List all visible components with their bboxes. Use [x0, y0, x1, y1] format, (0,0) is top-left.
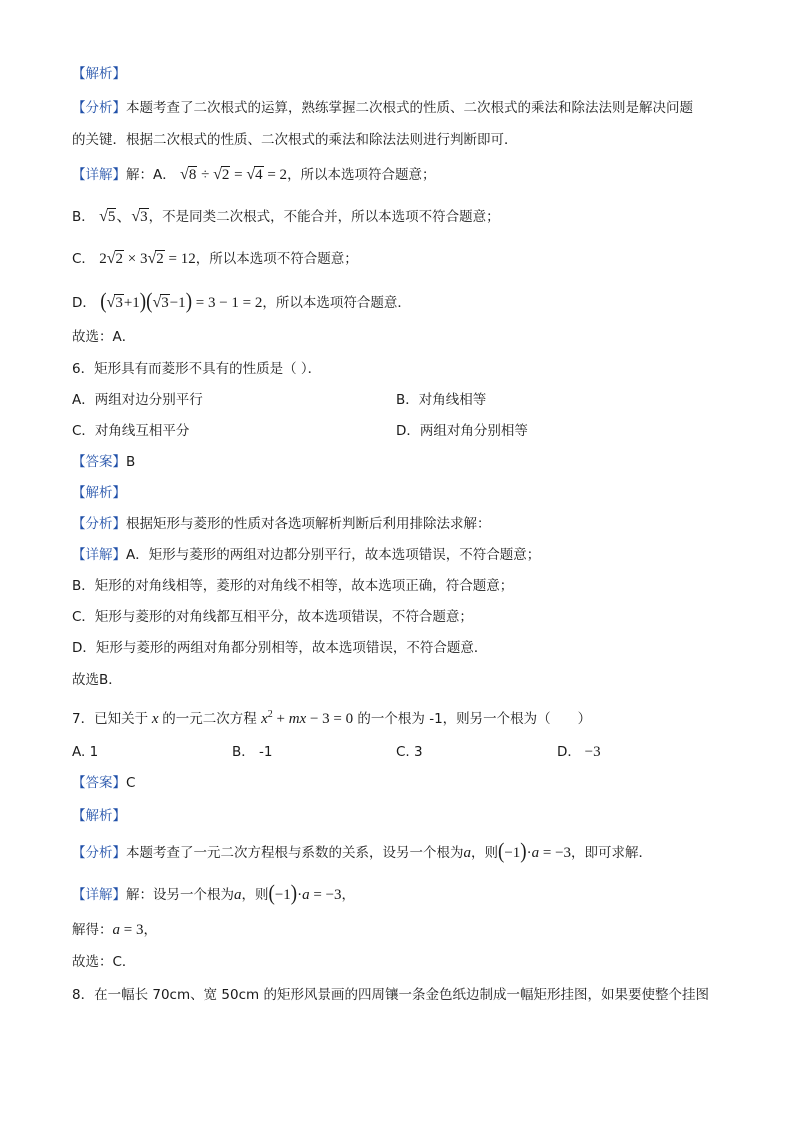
- q5-b-tail: ，不是同类二次根式，不能合并，所以本选项不符合题意；: [148, 209, 500, 225]
- q7-method-text-1: 本题考查了一元二次方程根与系数的关系，设另一个根为: [126, 845, 464, 861]
- q7-method-text-2: ，则: [471, 845, 498, 861]
- q6-method: [72, 514, 491, 534]
- q6-answer-value: B: [126, 454, 136, 470]
- q5-detail-a-tail: ，所以本选项符合题意；: [287, 167, 436, 183]
- q6-answer: [72, 452, 135, 472]
- q5-c-tail: ，所以本选项不符合题意；: [195, 251, 358, 267]
- detail-tag: 【详解】: [72, 547, 126, 563]
- q5-detail-c: [72, 249, 358, 269]
- variable-a: a: [463, 845, 471, 861]
- formula-c: 2√2 × 3√2 = 12: [99, 250, 196, 267]
- q6-detail-b: B．矩形的对角线相等，菱形的对角线不相等，故本选项正确，符合题意；: [72, 578, 514, 594]
- variable-x: x: [148, 711, 163, 727]
- q6-stem: 6．矩形具有而菱形不具有的性质是（ ）．: [72, 361, 322, 377]
- q6-conclusion: 故选B．: [72, 672, 122, 688]
- q7-option-d: [557, 742, 601, 762]
- q5-b-prefix: B．: [72, 209, 95, 225]
- q5-method-text-1: 本题考查了二次根式的运算，熟练掌握二次根式的性质、二次根式的乘法和除法法则是解决问题: [126, 100, 693, 116]
- q7-detail: [72, 881, 356, 906]
- formula-product: (−1)·a = −3: [268, 881, 342, 906]
- equation: $x^2$ + mx − 3 = 0: [261, 709, 354, 727]
- q6-option-c: C．对角线互相平分: [72, 423, 190, 439]
- q7-solve-prefix: 解得：: [72, 922, 113, 938]
- q7-method: [72, 839, 653, 864]
- q6-detail-a-text: A．矩形与菱形的两组对边都分别平行，故本选项错误，不符合题意；: [126, 547, 541, 563]
- variable-a: a: [234, 887, 242, 903]
- detail-tag: 【详解】: [72, 887, 126, 903]
- formula-solution: a = 3: [112, 922, 144, 938]
- q7-stem-prefix: 7．已知关于: [72, 711, 149, 727]
- answer-tag: 【答案】: [72, 775, 126, 791]
- answer-tag: 【答案】: [72, 454, 126, 470]
- q5-detail-prefix: 解：A．: [126, 167, 176, 183]
- q7-method-text-3: ，即可求解．: [571, 845, 653, 861]
- q7-option-d-label: D．: [557, 744, 581, 760]
- formula-product: (−1)·a = −3: [498, 839, 572, 864]
- method-tag: 【分析】: [72, 845, 126, 861]
- analysis-tag-q7: 【解析】: [72, 808, 126, 824]
- q5-d-tail: ，所以本选项符合题意．: [262, 295, 411, 311]
- q7-stem-mid: 的一元二次方程: [162, 711, 257, 727]
- q7-answer: [72, 773, 135, 793]
- formula-d: (√3+1)(√3−1) = 3 − 1 = 2: [100, 289, 263, 314]
- q5-detail-d: [72, 289, 411, 314]
- q5-c-prefix: C．: [72, 251, 95, 267]
- detail-tag: 【详解】: [72, 167, 126, 183]
- analysis-tag-q5: 【解析】: [72, 66, 126, 82]
- formula-b: √5、√3: [99, 208, 148, 225]
- q5-d-prefix: D．: [72, 295, 96, 311]
- q5-detail-b: [72, 207, 500, 227]
- q7-option-c: C. 3: [396, 744, 423, 760]
- q7-conclusion: 故选：C．: [72, 954, 136, 970]
- q8-stem: 8．在一幅长 70cm、宽 50cm 的矩形风景画的四周镶一条金色纸边制成一幅矩形挂图，如果要使整个挂图: [72, 987, 709, 1003]
- method-tag: 【分析】: [72, 516, 126, 532]
- q7-solve: [72, 920, 157, 940]
- q7-option-a: A. 1: [72, 744, 99, 760]
- q6-option-b: B．对角线相等: [396, 392, 487, 408]
- q5-conclusion: 故选：A．: [72, 329, 136, 345]
- analysis-tag-q6: 【解析】: [72, 485, 126, 501]
- formula-a: √8 ÷ √2 = √4 = 2: [180, 166, 288, 183]
- q5-method: [72, 98, 693, 118]
- q7-detail-text-1: 解：设另一个根为: [126, 887, 234, 903]
- q7-option-b: B． -1: [232, 744, 273, 760]
- q6-option-a: A．两组对边分别平行: [72, 392, 203, 408]
- q6-detail-c: C．矩形与菱形的对角线都互相平分，故本选项错误，不符合题意；: [72, 609, 473, 625]
- q5-detail-a: [72, 165, 436, 185]
- q7-option-d-value: −3: [580, 744, 601, 760]
- q6-method-text: 根据矩形与菱形的性质对各选项解析判断后利用排除法求解：: [126, 516, 491, 532]
- q7-detail-text-3: ，: [341, 887, 356, 903]
- q7-stem: [72, 705, 591, 725]
- q6-detail-a: [72, 545, 540, 565]
- q7-stem-tail: 的一个根为 -1，则另一个根为（ ）: [357, 711, 592, 727]
- method-tag: 【分析】: [72, 100, 126, 116]
- q6-option-d: D．两组对角分别相等: [396, 423, 528, 439]
- q7-solve-tail: ，: [143, 922, 157, 938]
- q7-answer-value: C: [126, 775, 136, 791]
- q6-detail-d: D．矩形与菱形的两组对角都分别相等，故本选项错误，不符合题意．: [72, 640, 488, 656]
- q7-detail-text-2: ，则: [241, 887, 269, 903]
- q5-method-text-2: 的关键．根据二次根式的性质、二次根式的乘法和除法法则进行判断即可．: [72, 132, 518, 148]
